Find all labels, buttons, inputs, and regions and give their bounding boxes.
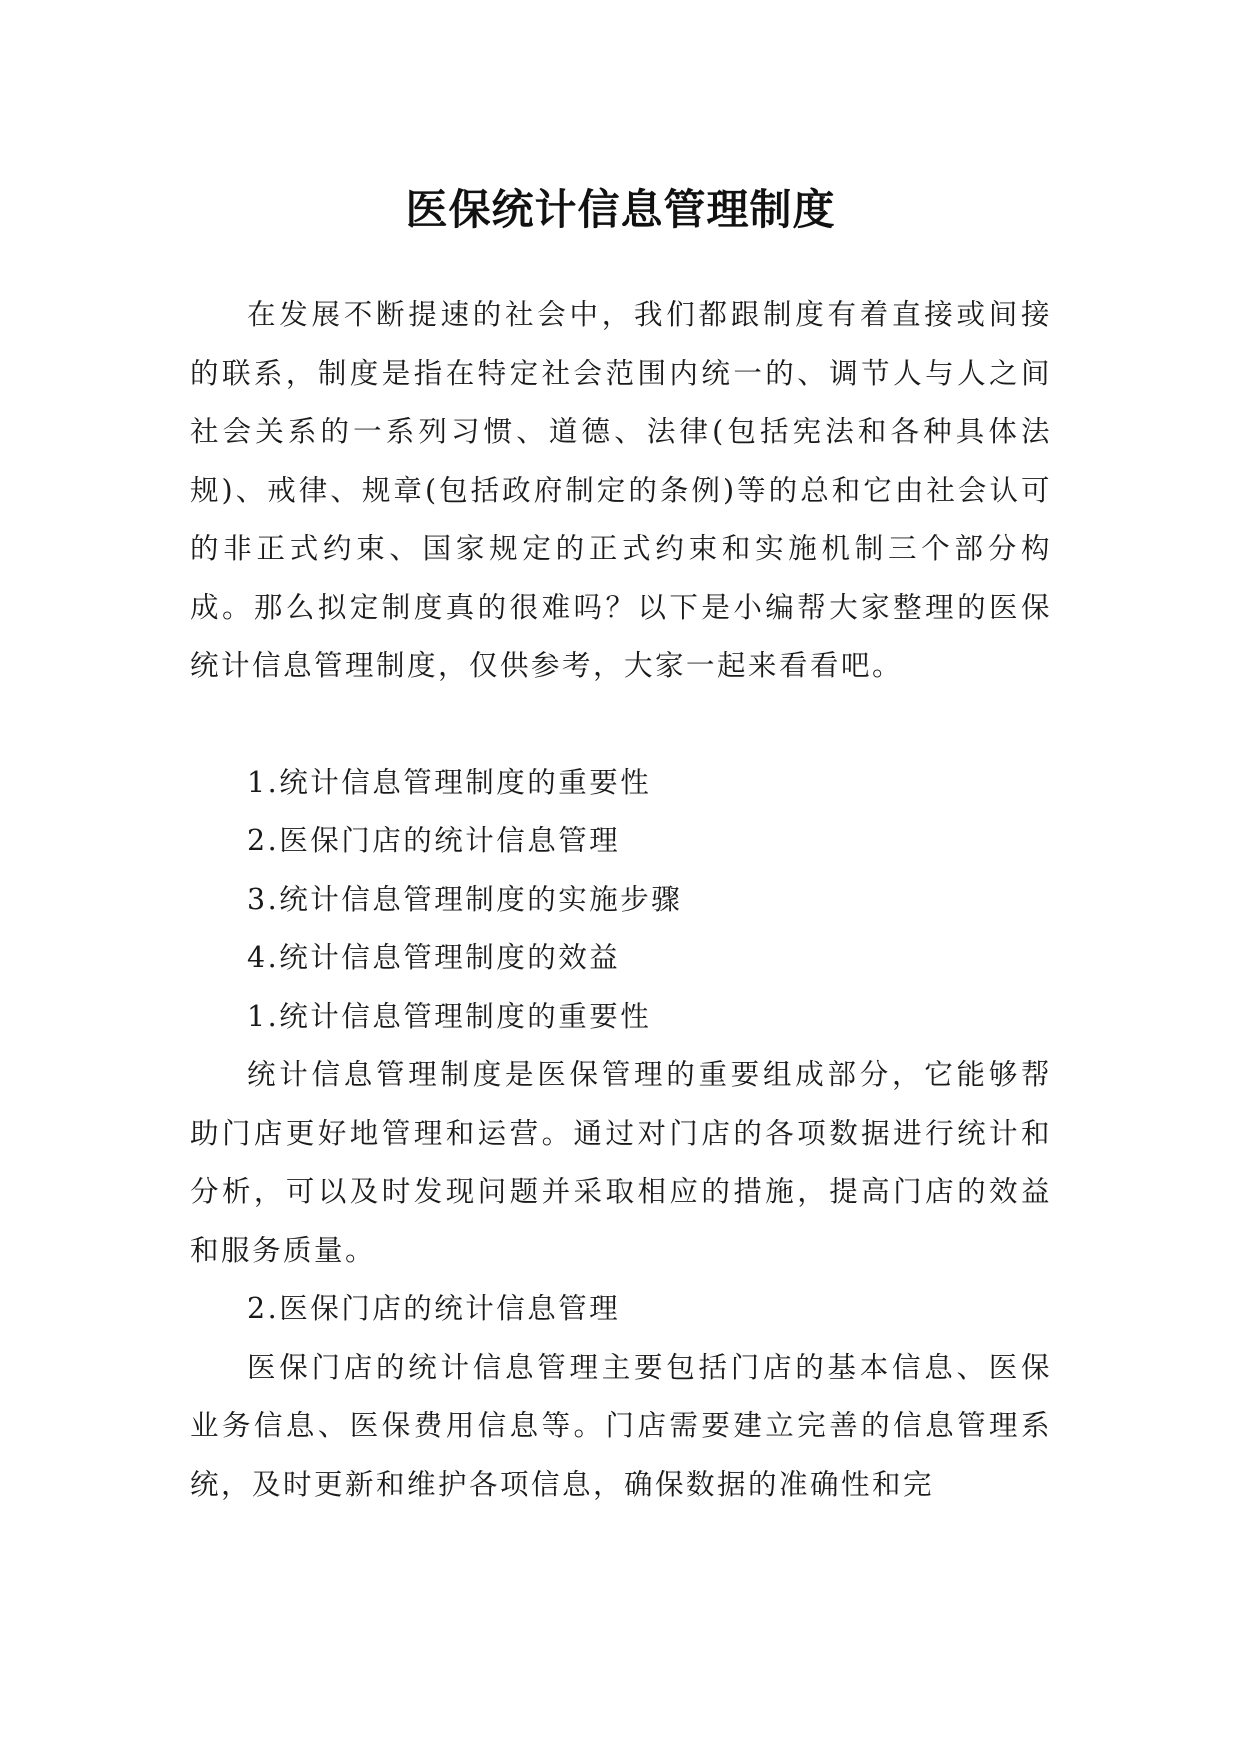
document-title: 医保统计信息管理制度 <box>405 185 836 235</box>
toc-item-3: 3.统计信息管理制度的实施步骤 <box>247 882 683 916</box>
section-heading-2: 2.医保门店的统计信息管理 <box>247 1292 621 1325</box>
toc-item-2: 2.医保门店的统计信息管理 <box>247 824 621 857</box>
section-1-paragraph: 统计信息管理制度是医保管理的重要组成部分，它能够帮助门店更好地管理和运营。通过对门店的各项数据进行统计和分析，可以及时发现问题并采取相应的措施，提高门店的效益和服务质量。 <box>190 1058 1052 1267</box>
toc-item-4: 4.统计信息管理制度的效益 <box>247 941 621 974</box>
section-heading-1: 1.统计信息管理制度的重要性 <box>247 999 652 1033</box>
intro-paragraph: 在发展不断提速的社会中，我们都跟制度有着直接或间接的联系，制度是指在特定社会范围内统一的、调节人与人之间社会关系的一系列习惯、道德、法律(包括宪法和各种具体法规)、戒律、规章(包括政府制定的条例)等的总和它由社会认可的非正式约束、国家规定的正式约束和实施机制三个部分构成。那么拟定制度真的很难吗？以下是小编帮大家整理的医保统计信息管理制度，仅供参考，大家一起来看看吧。 <box>190 298 1052 682</box>
document-body <box>190 286 1052 1514</box>
section-2-paragraph: 医保门店的统计信息管理主要包括门店的基本信息、医保业务信息、医保费用信息等。门店需要建立完善的信息管理系统，及时更新和维护各项信息，确保数据的准确性和完 <box>190 1350 1052 1501</box>
toc-item-1: 1.统计信息管理制度的重要性 <box>247 765 652 799</box>
